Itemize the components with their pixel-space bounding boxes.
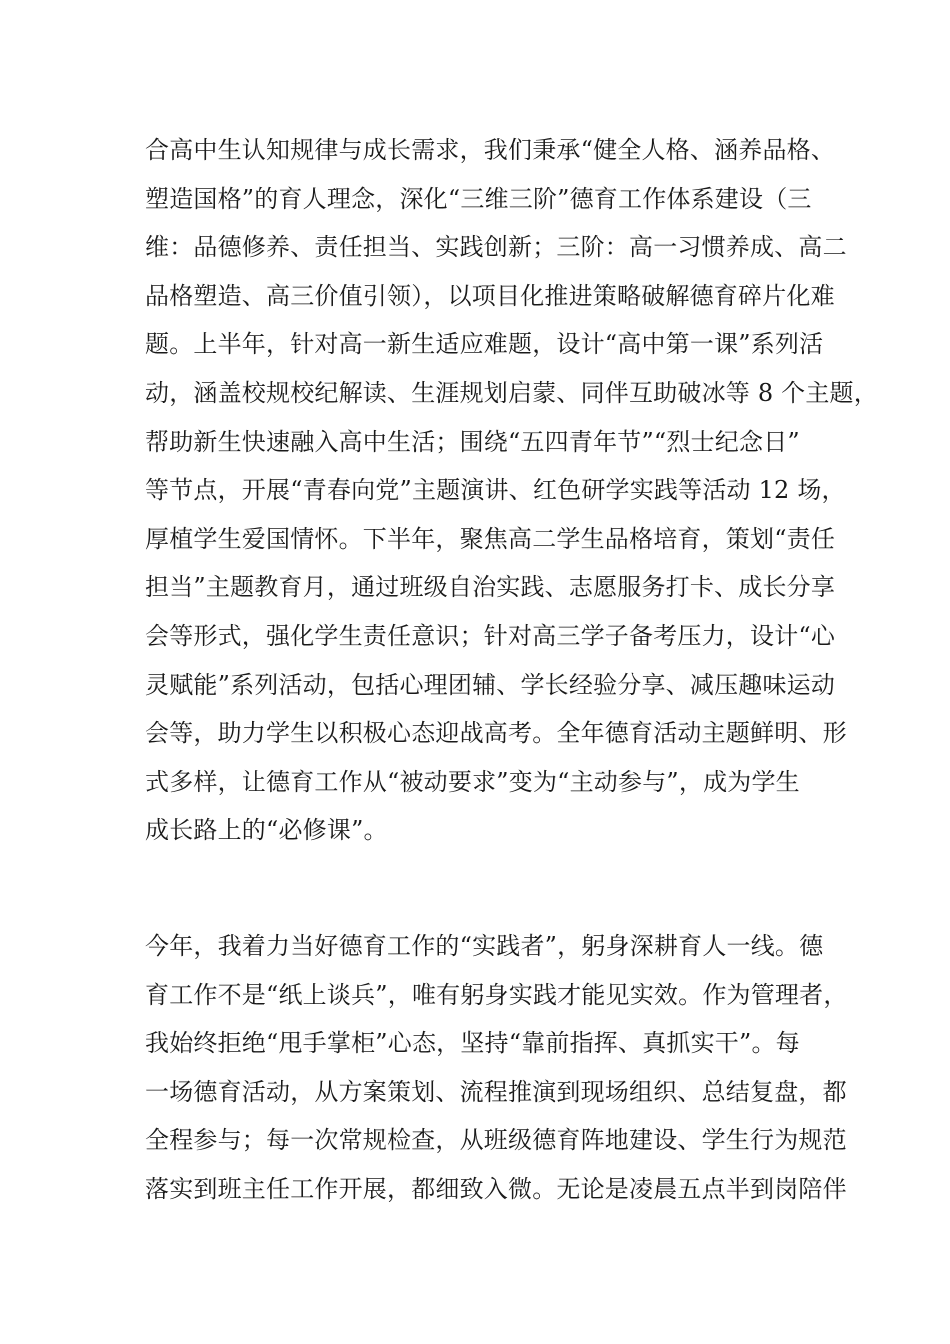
text-line: 全程参与；每一次常规检查，从班级德育阵地建设、学生行为规范: [145, 1126, 847, 1155]
paragraph-moral-education-system: [145, 126, 878, 855]
text-line: 品格塑造、高三价值引领），以项目化推进策略破解德育碎片化难: [145, 281, 835, 310]
text-line: 动，涵盖校规校纪解读、生涯规划启蒙、同伴互助破冰等 8 个主题，: [145, 378, 878, 407]
text-line: 题。上半年，针对高一新生适应难题，设计“高中第一课”系列活: [145, 330, 824, 359]
text-line: 落实到班主任工作开展，都细致入微。无论是凌晨五点半到岗陪伴: [145, 1174, 847, 1203]
text-line: 合高中生认知规律与成长需求，我们秉承“健全人格、涵养品格、: [145, 136, 836, 164]
text-line: 会等形式，强化学生责任意识；针对高三学子备考压力，设计“心: [145, 621, 836, 650]
text-line: 我始终拒绝“甩手掌柜”心态，坚持“靠前指挥、真抓实干”。每: [145, 1029, 800, 1058]
text-line: 塑造国格”的育人理念，深化“三维三阶”德育工作体系建设（三: [145, 184, 812, 213]
text-line: 担当”主题教育月，通过班级自治实践、志愿服务打卡、成长分享: [145, 573, 836, 602]
text-line: 维：品德修养、责任担当、实践创新；三阶：高一习惯养成、高二: [145, 233, 847, 262]
text-line: 帮助新生快速融入高中生活；围绕“五四青年节”“烈士纪念日”: [145, 427, 800, 456]
text-line: 厚植学生爱国情怀。下半年，聚焦高二学生品格培育，策划“责任: [145, 524, 836, 553]
text-line: 育工作不是“纸上谈兵”，唯有躬身实践才能见实效。作为管理者，: [145, 980, 848, 1009]
text-line: 会等，助力学生以积极心态迎战高考。全年德育活动主题鲜明、形: [145, 719, 847, 748]
text-line: 灵赋能”系列活动，包括心理团辅、学长经验分享、减压趣味运动: [145, 670, 836, 699]
paragraph-practitioner: [145, 922, 848, 1214]
text-line: 今年，我着力当好德育工作的“实践者”，躬身深耕育人一线。德: [145, 932, 824, 960]
text-line: 等节点，开展“青春向党”主题演讲、红色研学实践等活动 12 场，: [145, 476, 846, 505]
text-line: 一场德育活动，从方案策划、流程推演到现场组织、总结复盘，都: [145, 1077, 847, 1106]
text-line: 式多样，让德育工作从“被动要求”变为“主动参与”，成为学生: [145, 767, 800, 796]
text-line: 成长路上的“必修课”。: [145, 816, 388, 845]
